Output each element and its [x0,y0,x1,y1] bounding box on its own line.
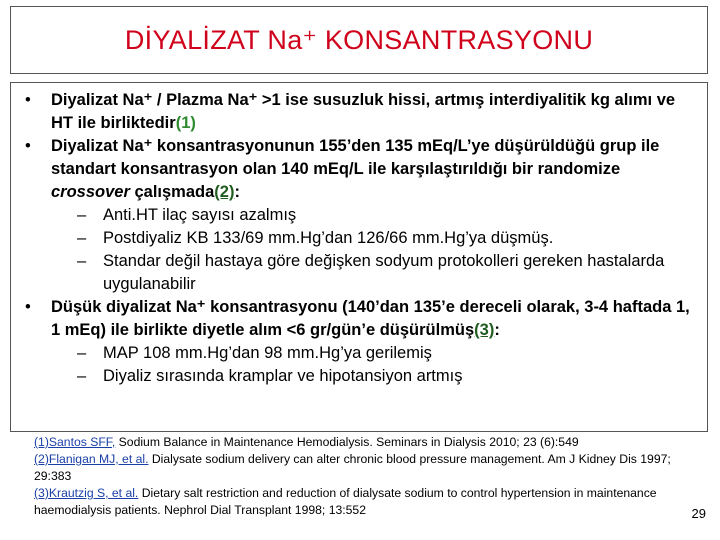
sub-item-text: MAP 108 mm.Hg’dan 98 mm.Hg’ya gerilemiş [103,344,432,362]
sub-item [19,250,699,296]
reference-text: Sodium Balance in Maintenance Hemodialysis. Seminars in Dialysis 2010; 23 (6):549 [115,435,579,449]
bullet-3 [19,296,699,342]
slide-title: DİYALİZAT Na⁺ KONSANTRASYONU [124,24,594,55]
content-box [10,82,708,432]
bullet-3-colon: : [494,321,500,339]
dash-marker: – [77,206,87,224]
dash-marker: – [77,367,87,385]
sub-item [19,204,699,227]
sub-item-text: Diyaliz sırasında kramplar ve hipotansiyon artmış [103,367,463,385]
bullet-3-ref[interactable]: (3) [474,321,495,339]
sub-item-text: Standar değil hastaya göre değişken sodyum protokolleri gereken hastalarda uygulanabilir [103,252,665,293]
sub-item-text: Anti.HT ilaç sayısı azalmış [103,206,297,224]
page-number: 29 [691,506,706,521]
bullet-2 [19,135,699,204]
sub-item [19,342,699,365]
bullet-dot: • [25,298,31,316]
reference-item [34,485,684,519]
dash-marker: – [77,344,87,362]
bullet-1-text: Diyalizat Na⁺ / Plazma Na⁺ >1 ise susuzluk hissi, artmış interdiyalitik kg alımı ve HT ile birliktedir [51,91,676,132]
dash-marker: – [77,252,87,270]
bullet-3-text: Düşük diyalizat Na⁺ konsantrasyonu (140’dan 135’e dereceli olarak, 3-4 haftada 1, 1 mEq) ile birlikte diyetle alım <6 gr/gün’e düşürülmüş [51,298,690,339]
sub-item [19,227,699,250]
bullet-2-text: Diyalizat Na⁺ konsantrasyonunun 155’den 135 mEq/L’ye düşürüldüğü grup ile standart konsantrasyon olan 140 mEq/L ile karşılaştırıldığı bir randomize [51,137,660,178]
bullet-1 [19,89,699,135]
reference-item [34,434,684,451]
bullet-2-ref[interactable]: (2) [214,183,235,201]
reference-text: Dialysate sodium delivery can alter chronic blood pressure management. Am J Kidney Dis 1997; 29:383 [34,452,671,483]
bullet-2-colon: : [234,183,240,201]
reference-item [34,451,684,485]
bullet-2-italic: crossover [51,183,130,201]
reference-link[interactable]: (2)Flanigan MJ, et al. [34,452,149,466]
title-box [10,6,708,74]
bullet-dot: • [25,137,31,155]
bullet-1-ref[interactable]: (1) [175,114,196,132]
reference-link[interactable]: (3)Krautzig S, et al. [34,486,139,500]
sub-item-text: Postdiyaliz KB 133/69 mm.Hg’dan 126/66 mm.Hg’ya düşmüş. [103,229,554,247]
bullet-dot: • [25,91,31,109]
bullet-2-text-post: çalışmada [129,183,215,201]
reference-text: Dietary salt restriction and reduction of dialysate sodium to control hypertension in maintenance haemodialysis patients. Nephrol Dial Transplant 1998; 13:552 [34,486,657,517]
dash-marker: – [77,229,87,247]
references [34,434,684,519]
reference-link[interactable]: (1)Santos SFF, [34,435,116,449]
sub-item [19,365,699,388]
